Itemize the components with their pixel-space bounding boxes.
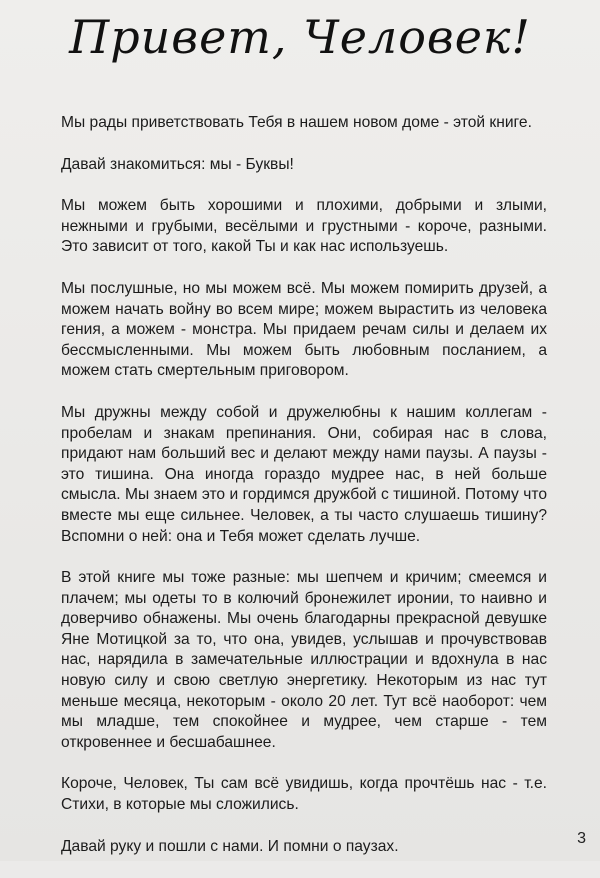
paragraph-book: В этой книге мы тоже разные: мы шепчем и кричим; смеемся и плачем; мы одеты то в колючий бронежилет иронии, то наивно и доверчиво обнажены. Мы очень благодарны прекрасной девушке Яне Мотицкой за то, что она, увидев, услышав и прочувствовав нас, нарядила в замечательные иллюстрации и вдохнула в нас новую силу и свою светлую энергетику. Некоторым из нас тут меньше месяца, некоторым - около 20 лет. Тут всё наоборот: чем мы младше, тем спокойнее и мудрее, чем старше - тем откровеннее и бесшабашнее.	[61, 569, 547, 751]
page-number: 3	[577, 830, 586, 847]
paragraph-verses: Короче, Человек, Ты сам всё увидишь, когда прочтёшь нас - т.е. Стихи, в которые мы сложились.	[61, 775, 547, 814]
page-title: Привет, Человек!	[69, 10, 531, 64]
paragraph-power: Мы послушные, но мы можем всё. Мы можем помирить друзей, а можем начать войну во всем мире; можем вырастить из человека гения, а можем - монстра. Мы придаем речам силы и делаем их бессмысленными. Мы можем быть любовным посланием, а можем стать смертельным приговором.	[61, 279, 547, 380]
page-body	[61, 113, 547, 878]
paragraph-closing: Давай руку и пошли с нами. И помни о паузах.	[61, 837, 399, 855]
paragraph-silence: Мы дружны между собой и дружелюбны к нашим коллегам - пробелам и знакам препинания. Они, собирая нас в слова, придают нам больший вес и делают между нами паузы. А паузы - это тишина. Она иногда гораздо мудрее нас, в ней больше смысла. Мы знаем это и гордимся дружбой с тишиной. Потому что вместе мы еще сильнее. Человек, а ты часто слушаешь тишину? Вспомни о ней: она и Тебя может сделать лучше.	[61, 403, 547, 545]
paragraph-introduction: Давай знакомиться: мы - Буквы!	[61, 155, 294, 173]
paragraph-nature: Мы можем быть хорошими и плохими, добрыми и злыми, нежными и грубыми, весёлыми и грустными - короче, разными. Это зависит от того, какой Ты и как нас используешь.	[61, 197, 547, 256]
paragraph-greeting: Мы рады приветствовать Тебя в нашем новом доме - этой книге.	[61, 114, 532, 131]
